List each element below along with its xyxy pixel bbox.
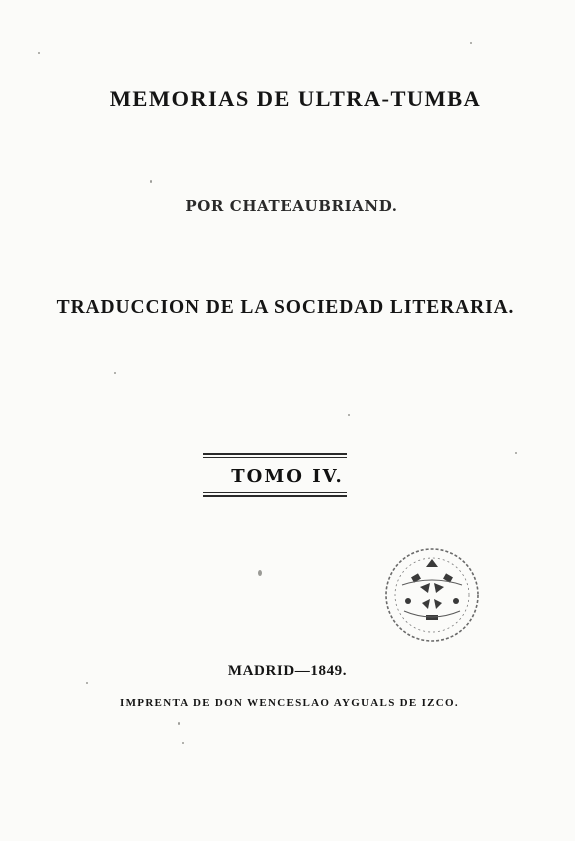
paper-speck	[348, 414, 350, 416]
place-and-date: MADRID—1849.	[227, 663, 348, 679]
paper-speck	[114, 372, 116, 374]
volume-number: TOMO IV.	[231, 466, 344, 487]
paper-speck	[38, 52, 40, 54]
paper-speck	[86, 682, 88, 684]
printer-imprint: IMPRENTA DE DON WENCESLAO AYGUALS DE IZCO.	[120, 697, 459, 709]
author-line: POR CHATEAUBRIAND.	[185, 197, 398, 215]
volume-rule-top-thin	[203, 457, 347, 458]
paper-speck	[258, 570, 262, 576]
library-stamp-icon	[382, 545, 482, 645]
paper-speck	[182, 742, 184, 744]
volume-rule-top	[203, 453, 347, 455]
paper-speck	[470, 42, 472, 44]
book-title: MEMORIAS DE ULTRA-TUMBA	[109, 86, 482, 111]
volume-rule-bottom-thin	[203, 492, 347, 493]
paper-speck	[515, 452, 517, 454]
translation-credit: TRADUCCION DE LA SOCIEDAD LITERARIA.	[56, 297, 515, 318]
volume-rule-bottom	[203, 495, 347, 497]
paper-speck	[150, 180, 152, 183]
paper-speck	[178, 722, 180, 725]
